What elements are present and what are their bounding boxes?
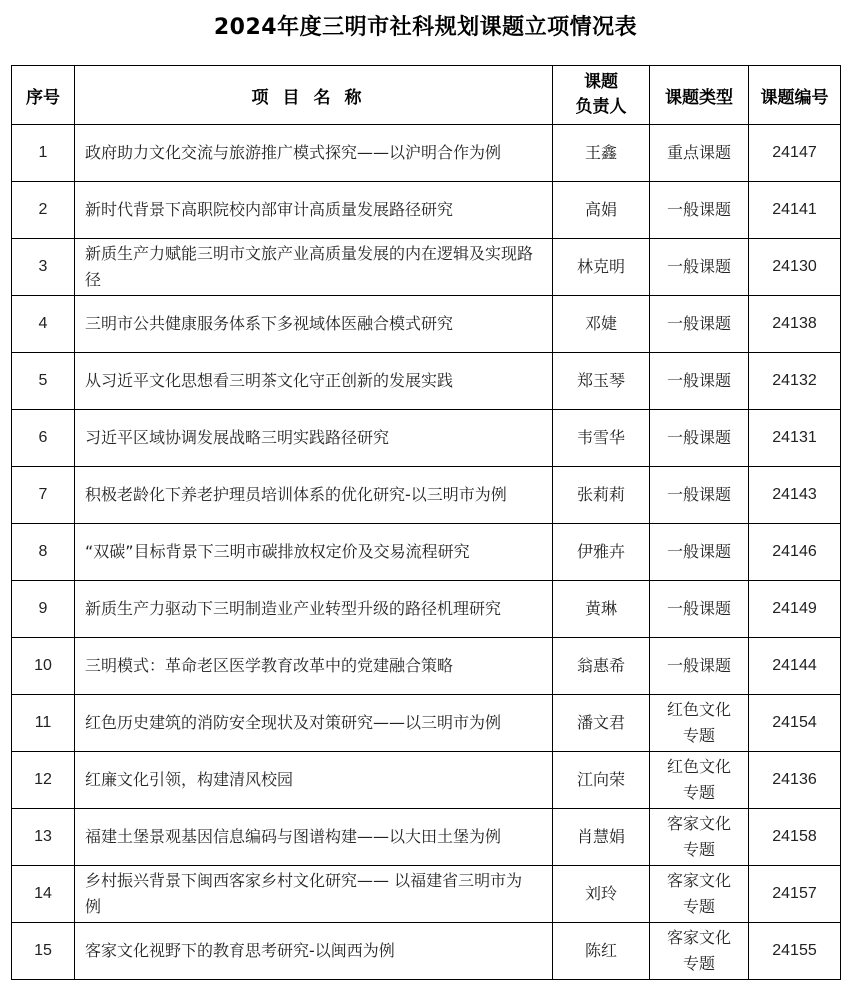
row-leader: 伊雅卉 xyxy=(553,524,650,581)
row-index: 9 xyxy=(12,581,75,638)
row-leader: 黄琳 xyxy=(553,581,650,638)
row-type: 一般课题 xyxy=(650,581,749,638)
row-leader: 翁惠希 xyxy=(553,638,650,695)
row-project-name: 三明市公共健康服务体系下多视域体医融合模式研究 xyxy=(75,296,553,353)
row-code: 24146 xyxy=(749,524,841,581)
row-type: 红色文化专题 xyxy=(650,695,749,752)
row-index: 11 xyxy=(12,695,75,752)
row-index: 5 xyxy=(12,353,75,410)
row-type: 一般课题 xyxy=(650,182,749,239)
row-leader: 潘文君 xyxy=(553,695,650,752)
row-leader: 江向荣 xyxy=(553,752,650,809)
row-leader: 林克明 xyxy=(553,239,650,296)
row-code: 24155 xyxy=(749,923,841,980)
row-code: 24138 xyxy=(749,296,841,353)
row-type: 一般课题 xyxy=(650,467,749,524)
row-index: 8 xyxy=(12,524,75,581)
row-index: 1 xyxy=(12,125,75,182)
row-code: 24154 xyxy=(749,695,841,752)
row-type: 客家文化专题 xyxy=(650,866,749,923)
row-leader: 郑玉琴 xyxy=(553,353,650,410)
row-index: 6 xyxy=(12,410,75,467)
row-project-name: 客家文化视野下的教育思考研究-以闽西为例 xyxy=(75,923,553,980)
table-row xyxy=(12,581,841,638)
row-index: 14 xyxy=(12,866,75,923)
table-header-row xyxy=(12,66,841,125)
row-project-name: 福建土堡景观基因信息编码与图谱构建——以大田土堡为例 xyxy=(75,809,553,866)
row-type: 客家文化专题 xyxy=(650,923,749,980)
table-row xyxy=(12,524,841,581)
header-index: 序号 xyxy=(12,66,75,125)
row-index: 10 xyxy=(12,638,75,695)
row-leader: 张莉莉 xyxy=(553,467,650,524)
table-row xyxy=(12,695,841,752)
row-index: 12 xyxy=(12,752,75,809)
row-project-name: 红廉文化引领，构建清风校园 xyxy=(75,752,553,809)
header-leader-line1: 课题 xyxy=(584,72,618,92)
table-row xyxy=(12,752,841,809)
row-leader: 王鑫 xyxy=(553,125,650,182)
row-leader: 韦雪华 xyxy=(553,410,650,467)
table-row xyxy=(12,638,841,695)
row-code: 24130 xyxy=(749,239,841,296)
row-project-name: 政府助力文化交流与旅游推广模式探究——以沪明合作为例 xyxy=(75,125,553,182)
row-project-name: 习近平区域协调发展战略三明实践路径研究 xyxy=(75,410,553,467)
page-title: 2024年度三明市社科规划课题立项情况表 xyxy=(213,15,638,40)
row-code: 24158 xyxy=(749,809,841,866)
row-leader: 陈红 xyxy=(553,923,650,980)
row-index: 13 xyxy=(12,809,75,866)
table-row xyxy=(12,182,841,239)
row-type: 一般课题 xyxy=(650,353,749,410)
row-project-name: 三明模式：革命老区医学教育改革中的党建融合策略 xyxy=(75,638,553,695)
row-leader: 高娟 xyxy=(553,182,650,239)
row-index: 15 xyxy=(12,923,75,980)
row-code: 24132 xyxy=(749,353,841,410)
row-type: 重点课题 xyxy=(650,125,749,182)
row-index: 7 xyxy=(12,467,75,524)
row-code: 24157 xyxy=(749,866,841,923)
header-code: 课题编号 xyxy=(749,66,841,125)
row-project-name: 红色历史建筑的消防安全现状及对策研究——以三明市为例 xyxy=(75,695,553,752)
row-code: 24131 xyxy=(749,410,841,467)
table-row xyxy=(12,239,841,296)
row-project-name: 新质生产力赋能三明市文旅产业高质量发展的内在逻辑及实现路径 xyxy=(75,239,553,296)
row-type: 一般课题 xyxy=(650,239,749,296)
projects-table xyxy=(11,65,841,980)
row-index: 3 xyxy=(12,239,75,296)
row-project-name: 新质生产力驱动下三明制造业产业转型升级的路径机理研究 xyxy=(75,581,553,638)
table-row xyxy=(12,125,841,182)
row-code: 24143 xyxy=(749,467,841,524)
row-code: 24141 xyxy=(749,182,841,239)
row-project-name: 从习近平文化思想看三明茶文化守正创新的发展实践 xyxy=(75,353,553,410)
row-code: 24149 xyxy=(749,581,841,638)
row-type: 一般课题 xyxy=(650,410,749,467)
row-type: 客家文化专题 xyxy=(650,809,749,866)
row-project-name: 积极老龄化下养老护理员培训体系的优化研究-以三明市为例 xyxy=(75,467,553,524)
row-code: 24144 xyxy=(749,638,841,695)
header-name: 项目名称 xyxy=(75,66,553,125)
row-project-name: 乡村振兴背景下闽西客家乡村文化研究—— 以福建省三明市为例 xyxy=(75,866,553,923)
row-code: 24147 xyxy=(749,125,841,182)
table-row xyxy=(12,410,841,467)
row-leader: 肖慧娟 xyxy=(553,809,650,866)
table-row xyxy=(12,467,841,524)
row-index: 2 xyxy=(12,182,75,239)
header-leader-line2: 负责人 xyxy=(575,97,627,117)
row-type: 一般课题 xyxy=(650,296,749,353)
table-row xyxy=(12,353,841,410)
row-leader: 刘玲 xyxy=(553,866,650,923)
header-type: 课题类型 xyxy=(650,66,749,125)
row-type: 一般课题 xyxy=(650,638,749,695)
table-row xyxy=(12,866,841,923)
row-project-name: “双碳”目标背景下三明市碳排放权定价及交易流程研究 xyxy=(75,524,553,581)
table-row xyxy=(12,296,841,353)
row-type: 红色文化专题 xyxy=(650,752,749,809)
row-index: 4 xyxy=(12,296,75,353)
row-project-name: 新时代背景下高职院校内部审计高质量发展路径研究 xyxy=(75,182,553,239)
header-leader xyxy=(553,66,650,125)
row-code: 24136 xyxy=(749,752,841,809)
table-row xyxy=(12,923,841,980)
table-row xyxy=(12,809,841,866)
row-type: 一般课题 xyxy=(650,524,749,581)
row-leader: 邓婕 xyxy=(553,296,650,353)
